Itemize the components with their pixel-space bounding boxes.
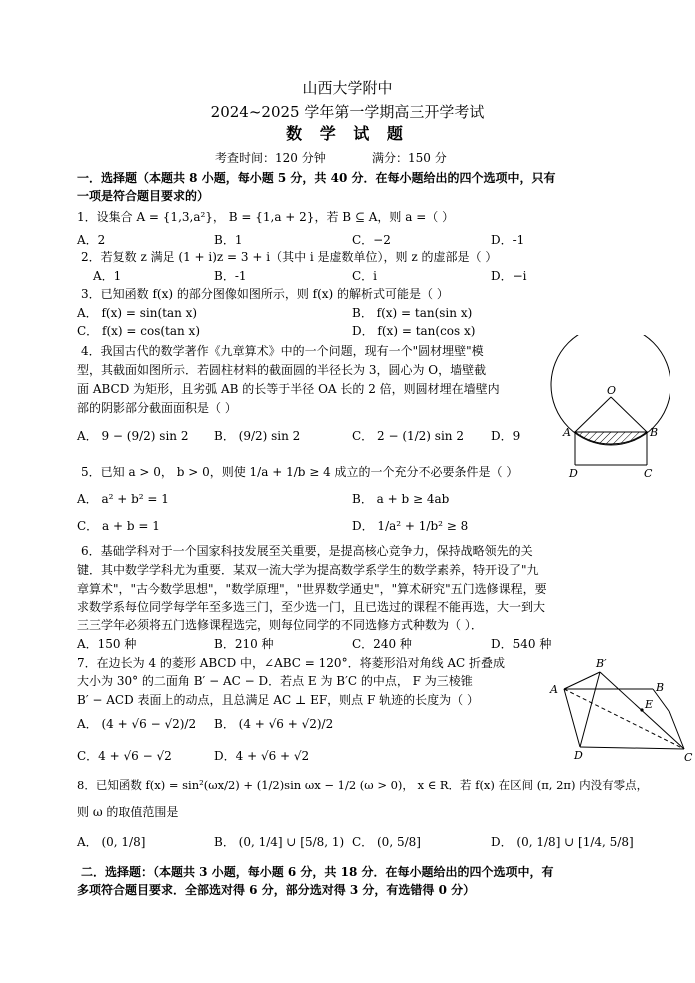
q8-line-2: 则 ω 的取值范围是 — [77, 805, 179, 819]
q4-radius-ob — [611, 397, 647, 432]
q7-option-b: B． (4 + √6 + √2)/2 — [214, 717, 334, 731]
section2-title: 二．选择题：（本题共 3 小题，每小题 6 分，共 18 分．在每小题给出的四个选项中，有 — [81, 865, 554, 879]
q4-option-b: B． (9/2) sin 2 — [214, 429, 301, 443]
q1-option-c: C．−2 — [352, 233, 391, 247]
q7-option-a: A． (4 + √6 − √2)/2 — [77, 717, 197, 731]
q7-point-e — [640, 708, 643, 711]
q4-label-a: A — [563, 426, 571, 439]
q7-label-a: A — [550, 683, 558, 696]
q2-option-b: B．-1 — [214, 269, 247, 283]
q7-edge-ad — [564, 689, 580, 747]
q7-line-1: 7．在边长为 4 的菱形 ABCD 中，∠ABC = 120°．将菱形沿对角线 AC 折叠成 — [77, 656, 506, 670]
q7-edge-bd — [580, 672, 600, 747]
q7-edge-dc — [580, 747, 684, 749]
q4-option-a: A． 9 − (9/2) sin 2 — [77, 429, 189, 443]
q1-option-a: A．2 — [77, 233, 106, 247]
q4-line-1: 4．我国古代的数学著作《九章算术》中的一个问题，现有一个"圆材埋壁"模 — [81, 344, 484, 358]
q4-line-2: 型，其截面如图所示．若圆柱材料的截面圆的半径长为 3，圆心为 O，墙壁截 — [77, 363, 487, 377]
q4-label-d: D — [569, 467, 578, 480]
q4-option-c: C． 2 − (1/2) sin 2 — [352, 429, 464, 443]
q5-option-d: D． 1/a² + 1/b² ≥ 8 — [352, 519, 469, 533]
exam-score: 满分：150 分 — [372, 151, 447, 165]
q6-option-c: C．240 种 — [352, 637, 412, 651]
q7-label-e: E — [645, 698, 654, 711]
q2-option-a: A．1 — [93, 269, 122, 283]
q7-option-c: C．4 + √6 − √2 — [77, 749, 172, 763]
q5-option-b: B． a + b ≥ 4ab — [352, 492, 450, 506]
q6-line-5: 三三学年必须将五门选修课程选完，则每位同学的不同选修方式种数为（ ）． — [77, 618, 483, 632]
q2-option-c: C．i — [352, 269, 378, 283]
q8-option-b: B． (0, 1/4] ∪ [5/8, 1) — [214, 835, 345, 849]
q4-line-3: 面 ABCD 为矩形，且劣弧 AB 的长等于半径 OA 长的 2 倍，则圆材埋在墙壁内 — [77, 382, 500, 396]
q4-option-d: D．9 — [491, 429, 521, 443]
q2-option-d: D．−i — [491, 269, 527, 283]
q8-option-d: D． (0, 1/8] ∪ [1/4, 5/8] — [491, 835, 634, 849]
q7-label-d: D — [574, 749, 583, 762]
q7-figure — [540, 655, 695, 765]
q3-option-a: A． f(x) = sin(tan x) — [77, 306, 198, 320]
q3-option-c: C． f(x) = cos(tan x) — [77, 324, 201, 338]
q7-option-d: D．4 + √6 + √2 — [214, 749, 310, 763]
q7-label-b: B — [656, 681, 665, 694]
section2-title-2: 多项符合题目要求．全部选对得 6 分，部分选对得 3 分，有选错得 0 分） — [77, 883, 476, 897]
q7-line-2: 大小为 30° 的二面角 B′ − AC − D．若点 E 为 B′C 的中点， F 为三棱锥 — [77, 674, 473, 688]
q5-stem: 5．已知 a > 0， b > 0，则使 1/a + 1/b ≥ 4 成立的一个充分不必要条件是（ ） — [81, 465, 519, 479]
section1-title: 一．选择题（本题共 8 小题，每小题 5 分，共 40 分．在每小题给出的四个选项中，只有 — [77, 171, 556, 185]
q3-option-b: B． f(x) = tan(sin x) — [352, 306, 473, 320]
section1-title-2: 一项是符合题目要求的） — [77, 189, 210, 203]
q7-edge-right-c — [669, 711, 684, 749]
q7-line-3: B′ − ACD 表面上的动点，且总满足 AC ⊥ EF，则点 F 轨迹的长度为（ ） — [77, 693, 479, 707]
q6-line-4: 求数学系每位同学每学年至多选三门，至少选一门，且已选过的课程不能再选，大一到大 — [77, 600, 546, 614]
q5-option-c: C． a + b = 1 — [77, 519, 160, 533]
school-name: 山西大学附中 — [302, 79, 393, 97]
q4-line-4: 部的阴影部分截面面积是（ ） — [77, 401, 237, 415]
q3-option-d: D． f(x) = tan(cos x) — [352, 324, 476, 338]
q6-option-a: A．150 种 — [77, 637, 137, 651]
q1-stem: 1．设集合 A = {1,3,a²}， B = {1,a + 2}，若 B ⊆ A，则 a =（ ） — [77, 210, 455, 224]
q6-line-3: 章算术"，"古今数学思想"，"数学原理"，"世界数学通史"，"算术研究"五门选修课程，要 — [77, 582, 547, 596]
q4-label-b: B — [650, 426, 659, 439]
q7-label-bprime: B′ — [596, 657, 607, 670]
subject-title: 数 学 试 题 — [286, 124, 409, 143]
q4-label-c: C — [644, 467, 653, 480]
exam-title: 2024~2025 学年第一学期高三开学考试 — [210, 103, 485, 121]
q3-stem: 3．已知函数 f(x) 的部分图像如图所示，则 f(x) 的解析式可能是（ ） — [81, 287, 449, 301]
q8-line-1: 8．已知函数 f(x) = sin²(ωx/2) + (1/2)sin ωx − 1/2 (ω > 0)， x ∈ R．若 f(x) 在区间 (π, 2π) 内没有零点， — [77, 778, 649, 792]
q5-option-a: A． a² + b² = 1 — [77, 492, 169, 506]
q1-option-b: B．1 — [214, 233, 243, 247]
q4-figure — [545, 335, 670, 480]
q4-shaded-segment — [575, 432, 647, 444]
q2-stem: 2．若复数 z 满足 (1 + i)z = 3 + i（其中 i 是虚数单位），则 z 的虚部是（ ） — [81, 250, 498, 264]
q6-line-2: 键．其中数学学科尤为重要．某双一流大学为提高数学系学生的数学素养，特开设了"九 — [77, 563, 539, 577]
q4-radius-oa — [575, 397, 611, 432]
q7-label-c: C — [684, 751, 693, 764]
q4-label-o: O — [607, 384, 617, 397]
q6-line-1: 6．基础学科对于一个国家科技发展至关重要，是提高核心竞争力，保持战略领先的关 — [81, 544, 533, 558]
q8-option-c: C． (0, 5/8] — [352, 835, 421, 849]
exam-time: 考查时间：120 分钟 — [215, 151, 326, 165]
q6-option-d: D．540 种 — [491, 637, 552, 651]
q6-option-b: B．210 种 — [214, 637, 274, 651]
q7-edge-ab — [564, 672, 600, 689]
q1-option-d: D．-1 — [491, 233, 525, 247]
q8-option-a: A． (0, 1/8] — [77, 835, 146, 849]
